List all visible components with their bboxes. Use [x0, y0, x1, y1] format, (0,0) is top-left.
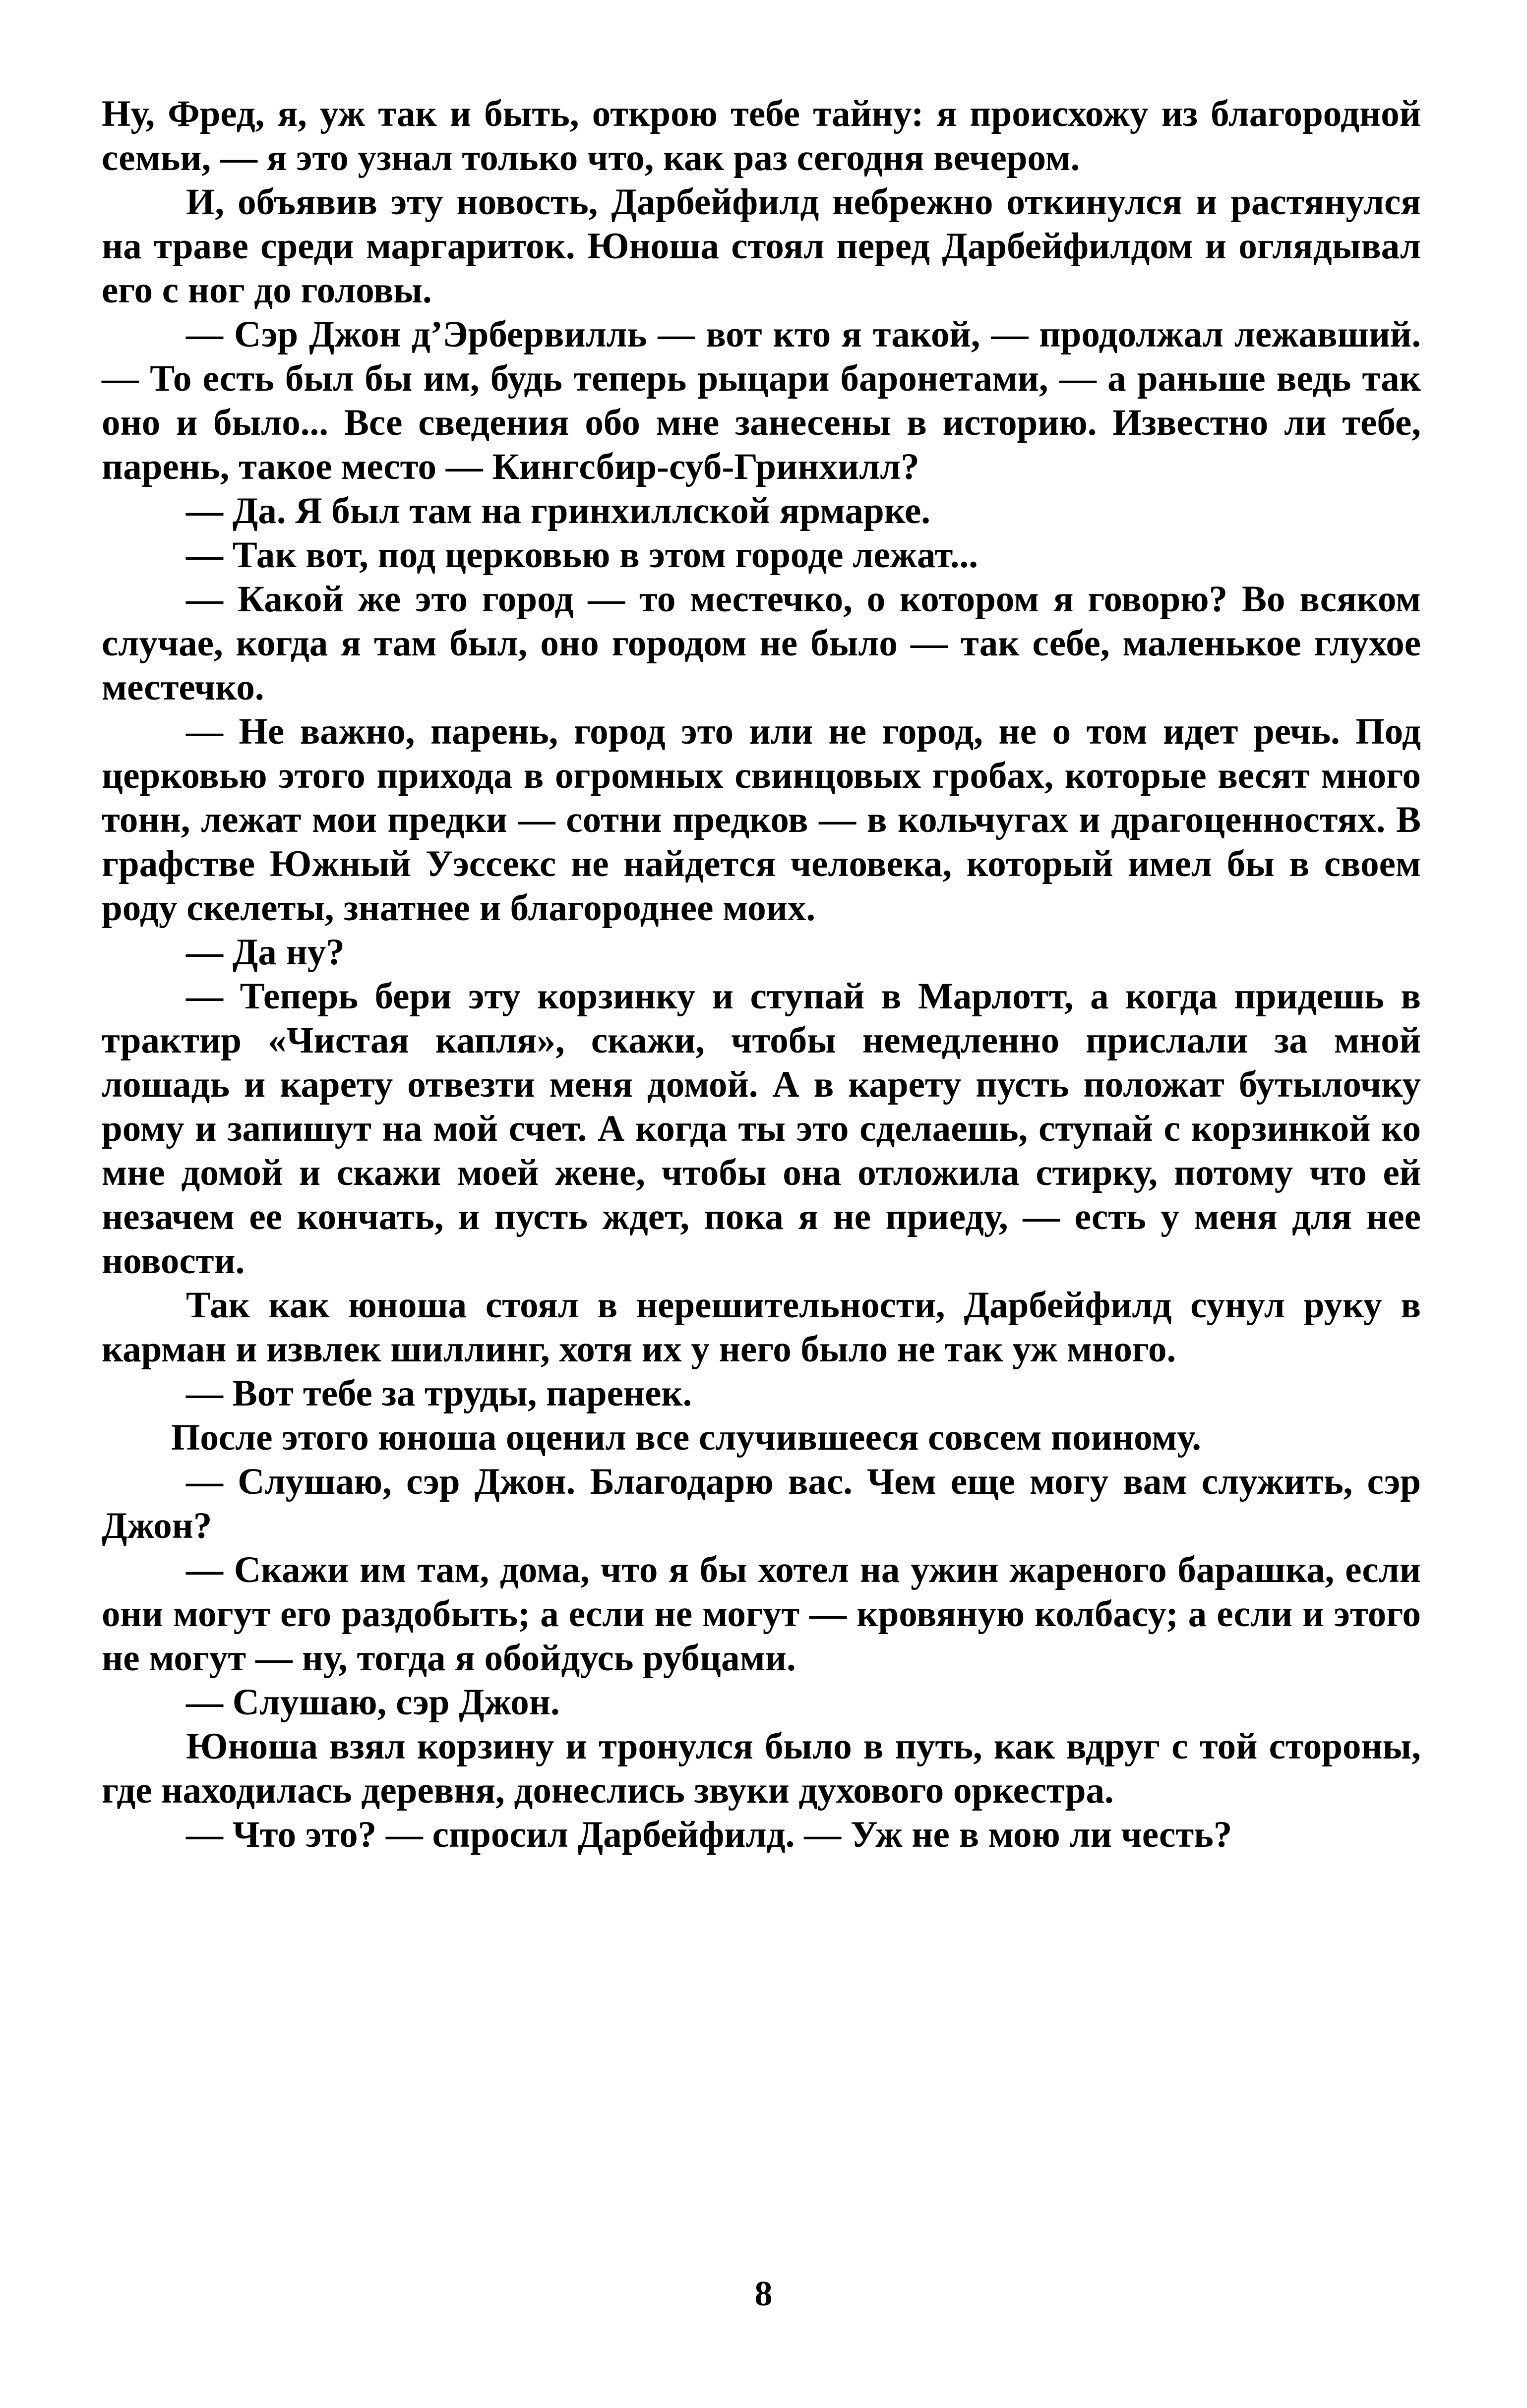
- paragraph: — Скажи им там, дома, что я бы хотел на ужин жареного барашка, если они могут его раздобыть; а если не могут — кровяную колбасу; а если и этого не могут — ну, тогда я обойдусь рубцами.: [102, 1549, 1421, 1679]
- paragraph: — Сэр Джон д’Эрбервилль — вот кто я такой, — продолжал лежавший. — То есть был бы им, будь теперь рыцари баронетами, — а раньше ведь так оно и было... Все сведения обо мне занесены в историю. Известно ли тебе, парень, такое место — Кингсбир-суб-Гринхилл?: [102, 314, 1421, 487]
- paragraph: — Какой же это город — то местечко, о котором я говорю? Во всяком случае, когда я там был, оно городом не было — так себе, маленькое глухое местечко.: [102, 579, 1421, 708]
- paragraph: — Вот тебе за труды, паренек.: [186, 1373, 692, 1414]
- page-body: [102, 92, 1421, 1857]
- paragraph: — Теперь бери эту корзинку и ступай в Марлотт, а когда придешь в трактир «Чистая капля», скажи, чтобы немедленно прислали за мной лошадь и карету отвезти меня домой. А в карету пусть положат бутылочку рому и запишут на мой счет. А когда ты это сделаешь, ступай с корзинкой ко мне домой и скажи моей жене, чтобы она отложила стирку, потому что ей незачем ее кончать, и пусть ждет, пока я не приеду, — есть у меня для нее новости.: [102, 976, 1421, 1282]
- paragraph: — Что это? — спросил Дарбейфилд. — Уж не в мою ли честь?: [186, 1814, 1232, 1855]
- paragraph: — Не важно, парень, город это или не город, не о том идет речь. Под церковью этого прихода в огромных свинцовых гробах, которые весят много тонн, лежат мои предки — сотни предков — в кольчугах и драгоценностях. В графстве Южный Уэссекс не найдется человека, который имел бы в своем роду скелеты, знатнее и благороднее моих.: [102, 711, 1421, 929]
- paragraph: После этого юноша оценил все случившееся совсем поиному.: [171, 1417, 1201, 1458]
- paragraph: — Да. Я был там на гринхиллской ярмарке.: [186, 490, 931, 531]
- paragraph: — Так вот, под церковью в этом городе лежат...: [186, 534, 978, 576]
- paragraph: — Да ну?: [186, 932, 345, 973]
- paragraph: — Слушаю, сэр Джон. Благодарю вас. Чем еще могу вам служить, сэр Джон?: [102, 1461, 1421, 1546]
- page-number: 8: [754, 2274, 773, 2313]
- paragraph: Ну, Фред, я, уж так и быть, открою тебе тайну: я происхожу из благородной семьи, — я это узнал только что, как раз сегодня вечером.: [102, 93, 1421, 178]
- paragraph: Так как юноша стоял в нерешительности, Дарбейфилд сунул руку в карман и извлек шиллинг, хотя их у него было не так уж много.: [102, 1285, 1421, 1370]
- paragraph: Юноша взял корзину и тронулся было в путь, как вдруг с той стороны, где находилась деревня, донеслись звуки духового оркестра.: [102, 1726, 1421, 1811]
- paragraph: И, объявив эту новость, Дарбейфилд небрежно откинулся и растянулся на траве среди маргариток. Юноша стоял перед Дарбейфилдом и оглядывал его с ног до головы.: [102, 181, 1421, 311]
- paragraph: — Слушаю, сэр Джон.: [186, 1682, 560, 1723]
